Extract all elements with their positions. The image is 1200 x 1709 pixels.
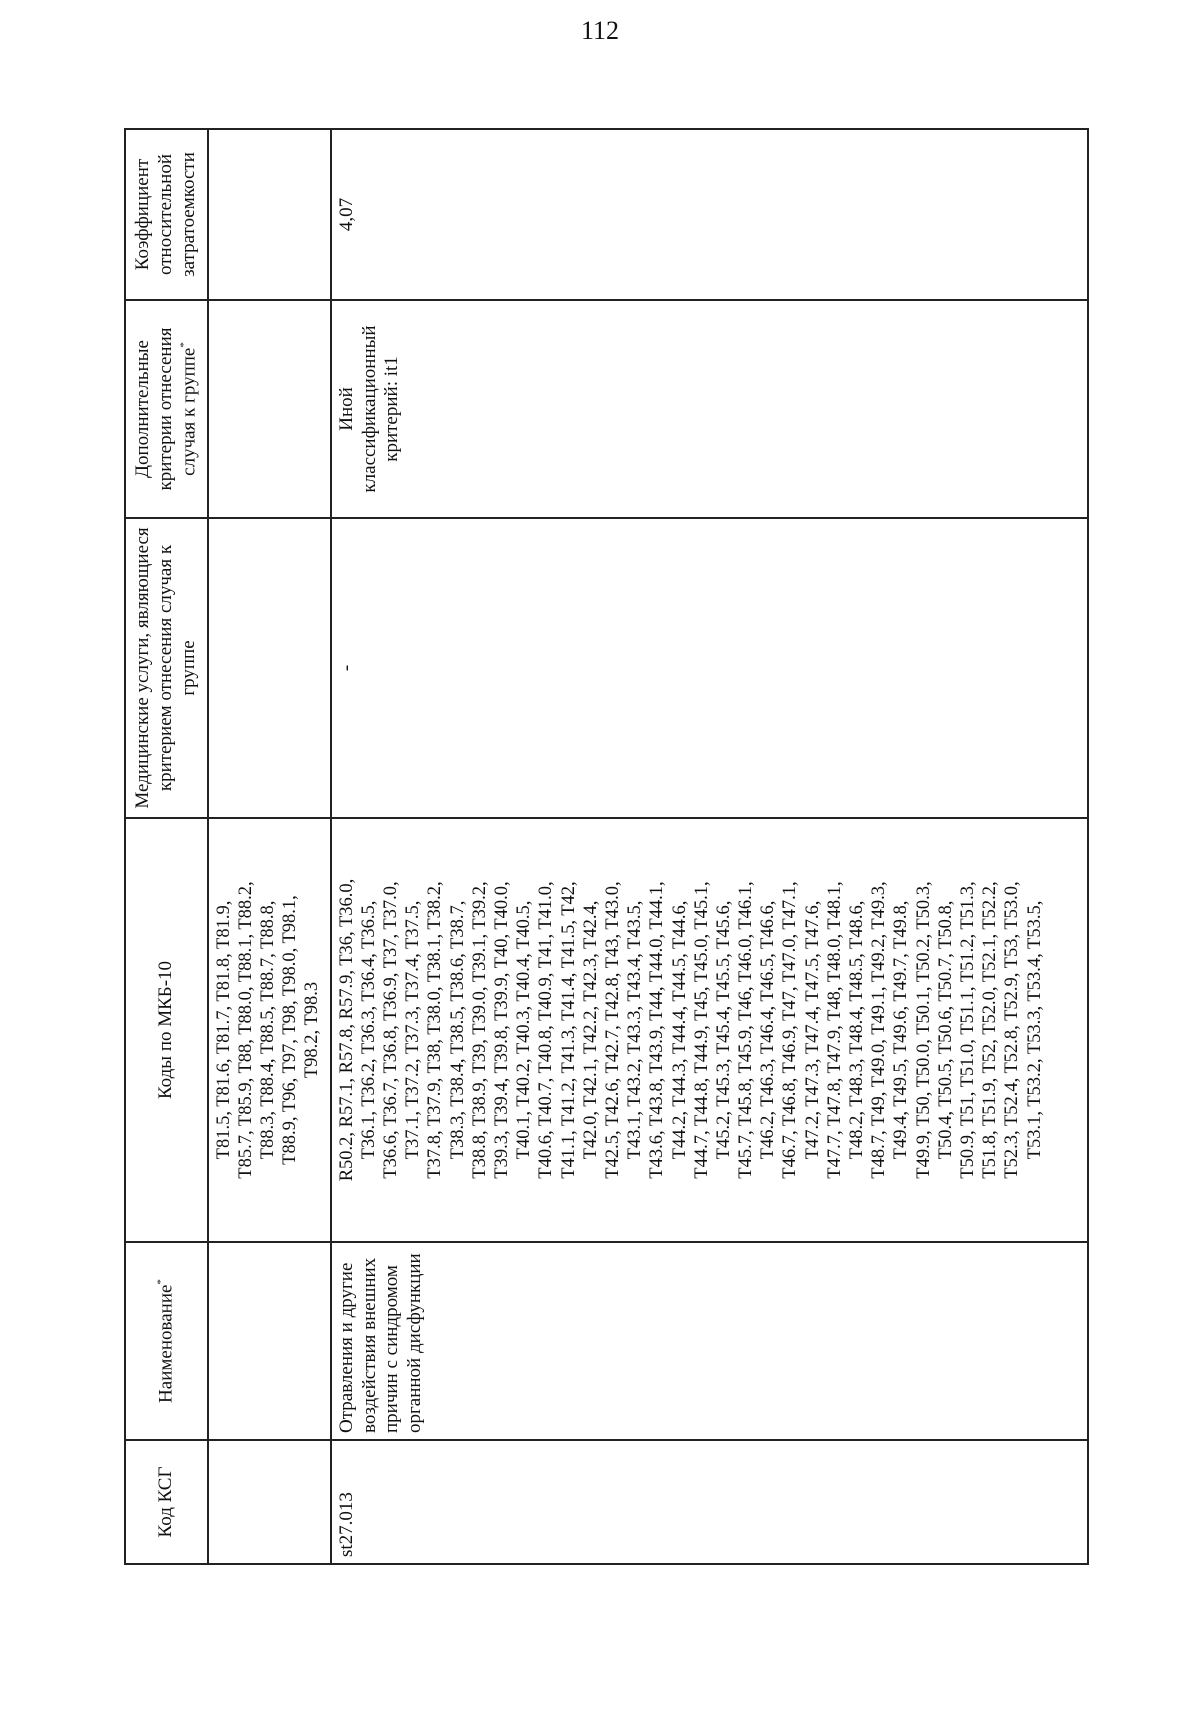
icd-line: T53.1, T53.2, T53.3, T53.4, T53.5, [1024, 900, 1045, 1160]
icd-line: T43.6, T43.8, T43.9, T44, T44.0, T44.1, [647, 881, 668, 1179]
row1-code [208, 1440, 331, 1564]
icd-line: T40.6, T40.7, T40.8, T40.9, T41, T41.0, [536, 881, 557, 1179]
icd-line: T36.1, T36.2, T36.3, T36.4, T36.5, [358, 900, 379, 1160]
header-name [125, 1242, 208, 1440]
row1-services [208, 518, 331, 818]
icd-line: T40.1, T40.2, T40.3, T40.4, T40.5, [514, 900, 535, 1160]
table-header-row [125, 129, 208, 1564]
row2-code: st27.013 [331, 1440, 1088, 1564]
header-name-text: Наименование [155, 1284, 177, 1403]
rotated-table-wrapper [124, 130, 1089, 1565]
icd-line: T88.9, T96, T97, T98, T98.0, T98.1, [280, 895, 301, 1165]
icd-line: T48.7, T49, T49.0, T49.1, T49.2, T49.3, [869, 881, 890, 1179]
icd-line: T39.3, T39.4, T39.8, T39.9, T40, T40.0, [492, 881, 513, 1179]
page-number: 112 [580, 16, 620, 45]
row2-coefficient: 4,07 [331, 129, 1088, 300]
header-ksg-code: Код КСГ [125, 1440, 208, 1564]
header-name-footnote: * [154, 1279, 167, 1285]
icd-line: T37.1, T37.2, T37.3, T37.4, T37.5, [403, 900, 424, 1160]
icd-line: T38.3, T38.4, T38.5, T38.6, T38.7, [447, 900, 468, 1160]
icd-line: T50.9, T51, T51.0, T51.1, T51.2, T51.3, [957, 881, 978, 1179]
row1-extra-criteria [208, 300, 331, 518]
icd-line: T48.2, T48.3, T48.4, T48.5, T48.6, [847, 900, 868, 1160]
icd-line: T44.7, T44.8, T44.9, T45, T45.0, T45.1, [691, 881, 712, 1179]
table-row [208, 129, 331, 1564]
row2-icd-codes [331, 818, 1088, 1242]
icd-line: T49.4, T49.5, T49.6, T49.7, T49.8, [891, 900, 912, 1160]
icd-line: T81.5, T81.6, T81.7, T81.8, T81.9, [213, 900, 234, 1160]
row2-name: Отравления и другие воздействия внешних причин с синдромом органной дисфункции [331, 1242, 1088, 1440]
header-extra-criteria [125, 300, 208, 518]
icd-line: T38.8, T38.9, T39, T39.0, T39.1, T39.2, [469, 881, 490, 1179]
header-extra-criteria-text: Дополнительные критерии отнесения случая к группе [132, 327, 199, 491]
icd-line: T50.4, T50.5, T50.6, T50.7, T50.8, [935, 900, 956, 1160]
table-row [331, 129, 1088, 1564]
row1-name [208, 1242, 331, 1440]
icd-line: T42.0, T42.1, T42.2, T42.3, T42.4, [580, 900, 601, 1160]
row2-extra-criteria: Иной классификационный критерий: it1 [331, 300, 1088, 518]
icd-line: T45.7, T45.8, T45.9, T46, T46.0, T46.1, [736, 881, 757, 1179]
ksg-table [124, 128, 1089, 1565]
icd-line: R50.2, R57.1, R57.8, R57.9, T36, T36.0, [336, 878, 357, 1182]
icd-line: T46.2, T46.3, T46.4, T46.5, T46.6, [758, 900, 779, 1160]
header-services: Медицинские услуги, являющиеся критерием отнесения случая к группе [125, 518, 208, 818]
icd-line: T51.8, T51.9, T52, T52.0, T52.1, T52.2, [980, 881, 1001, 1179]
icd-line: T45.2, T45.3, T45.4, T45.5, T45.6, [713, 900, 734, 1160]
row2-services: - [331, 518, 1088, 818]
icd-line: T36.6, T36.7, T36.8, T36.9, T37, T37.0, [381, 881, 402, 1179]
icd-line: T47.7, T47.8, T47.9, T48, T48.0, T48.1, [824, 881, 845, 1179]
icd-line: T52.3, T52.4, T52.8, T52.9, T53, T53.0, [1002, 881, 1023, 1179]
row1-icd-codes [208, 818, 331, 1242]
icd-line: T42.5, T42.6, T42.7, T42.8, T43, T43.0, [602, 881, 623, 1179]
icd-line: T85.7, T85.9, T88, T88.0, T88.1, T88.2, [235, 881, 256, 1179]
row1-coefficient [208, 129, 331, 300]
icd-line: T37.8, T37.9, T38, T38.0, T38.1, T38.2, [425, 881, 446, 1179]
icd-line: T44.2, T44.3, T44.4, T44.5, T44.6, [669, 900, 690, 1160]
icd-line: T47.2, T47.3, T47.4, T47.5, T47.6, [802, 900, 823, 1160]
icd-line: T46.7, T46.8, T46.9, T47, T47.0, T47.1, [780, 881, 801, 1179]
icd-line: T88.3, T88.4, T88.5, T88.7, T88.8, [258, 900, 279, 1160]
header-extra-criteria-footnote: * [177, 342, 190, 348]
header-coefficient: Коэффициент относительной затратоемкости [125, 129, 208, 300]
header-icd-codes: Коды по МКБ-10 [125, 818, 208, 1242]
icd-line: T43.1, T43.2, T43.3, T43.4, T43.5, [625, 900, 646, 1160]
icd-line: T98.2, T98.3 [302, 981, 323, 1079]
icd-line: T49.9, T50, T50.0, T50.1, T50.2, T50.3, [913, 881, 934, 1179]
icd-line: T41.1, T41.2, T41.3, T41.4, T41.5, T42, [558, 881, 579, 1179]
